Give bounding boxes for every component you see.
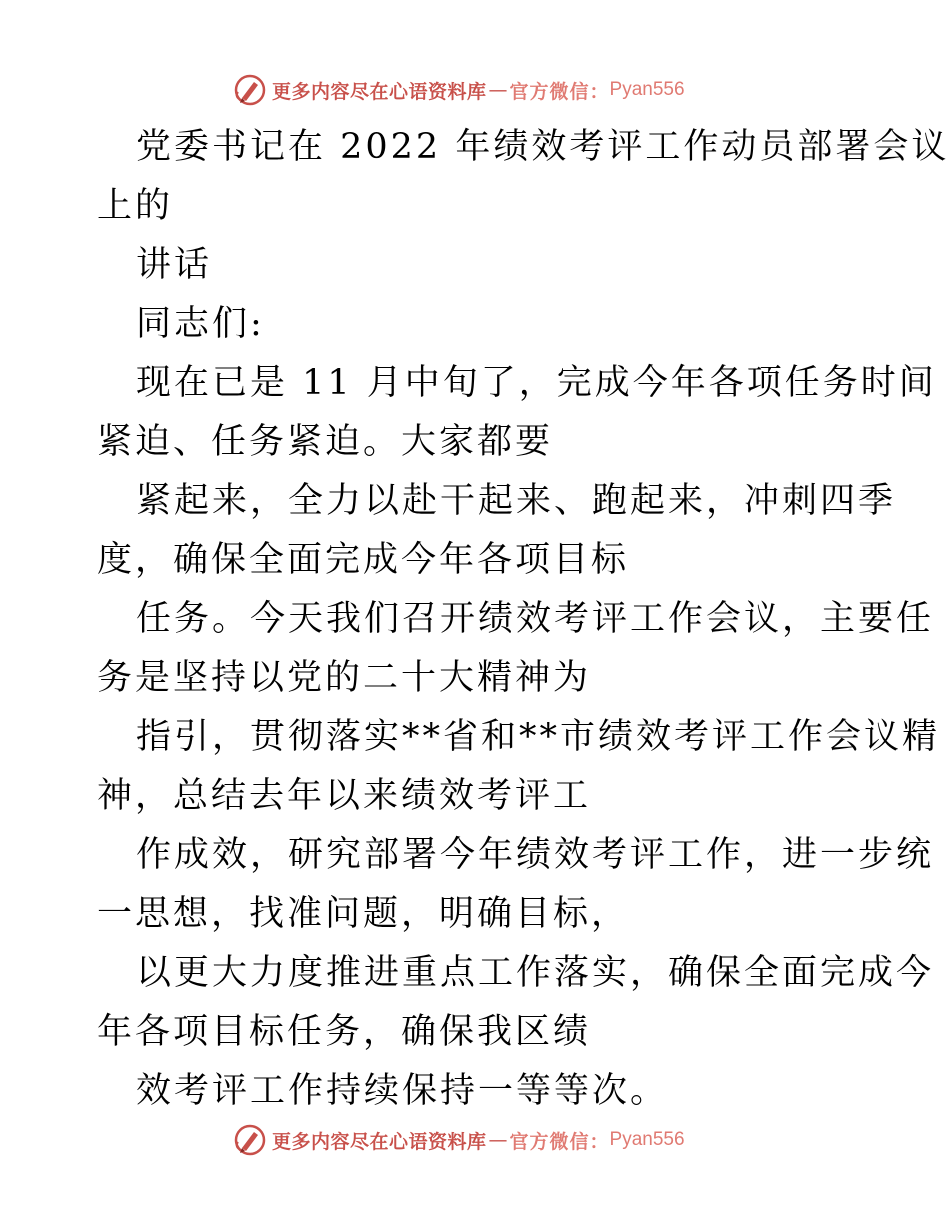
watermark-official-label: 官方微信： [509,80,610,103]
watermark-official-label: 官方微信： [509,1130,610,1153]
watermark-wechat-id: Pyan556 [609,1129,685,1150]
text-line: 效考评工作持续保持一等等次。 [136,1071,669,1111]
watermark-dash: — [488,79,508,101]
watermark-wechat-id: Pyan556 [609,79,685,100]
speech-body [97,118,950,1121]
text-line: 作成效，研究部署今年绩效考评工作，进一步统 [136,835,935,875]
text-line: 神，总结去年以来绩效考评工 [97,776,592,816]
text-line: 度，确保全面完成今年各项目标 [97,540,630,580]
text-line: 指引，贯彻落实**省和**市绩效考评工作会议精 [136,717,941,757]
text-line: 任务。今天我们召开绩效考评工作会议，主要任 [136,599,935,639]
text-line: 紧迫、任务紧迫。大家都要 [97,422,554,462]
text-line: 现在已是 11 月中旬了，完成今年各项任务时间 [136,363,937,403]
header-watermark [232,72,685,108]
text-line: 党委书记在 2022 年绩效考评工作动员部署会议 [136,127,950,167]
pen-logo-icon [232,72,268,108]
text-line: 讲话 [136,245,213,285]
pen-logo-icon [232,1122,268,1158]
text-line: 一思想，找准问题，明确目标， [97,894,630,934]
text-line: 年各项目标任务，确保我区绩 [97,1012,592,1052]
watermark-dash: — [488,1129,508,1151]
text-line: 同志们: [136,304,265,344]
text-line: 务是坚持以党的二十大精神为 [97,658,592,698]
footer-watermark [232,1122,685,1158]
text-line: 紧起来，全力以赴干起来、跑起来，冲刺四季 [136,481,897,521]
text-line: 上的 [97,186,174,226]
watermark-text: 更多内容尽在心语资料库 [272,80,487,103]
text-line: 以更大力度推进重点工作落实，确保全面完成今 [136,953,935,993]
watermark-text: 更多内容尽在心语资料库 [272,1130,487,1153]
